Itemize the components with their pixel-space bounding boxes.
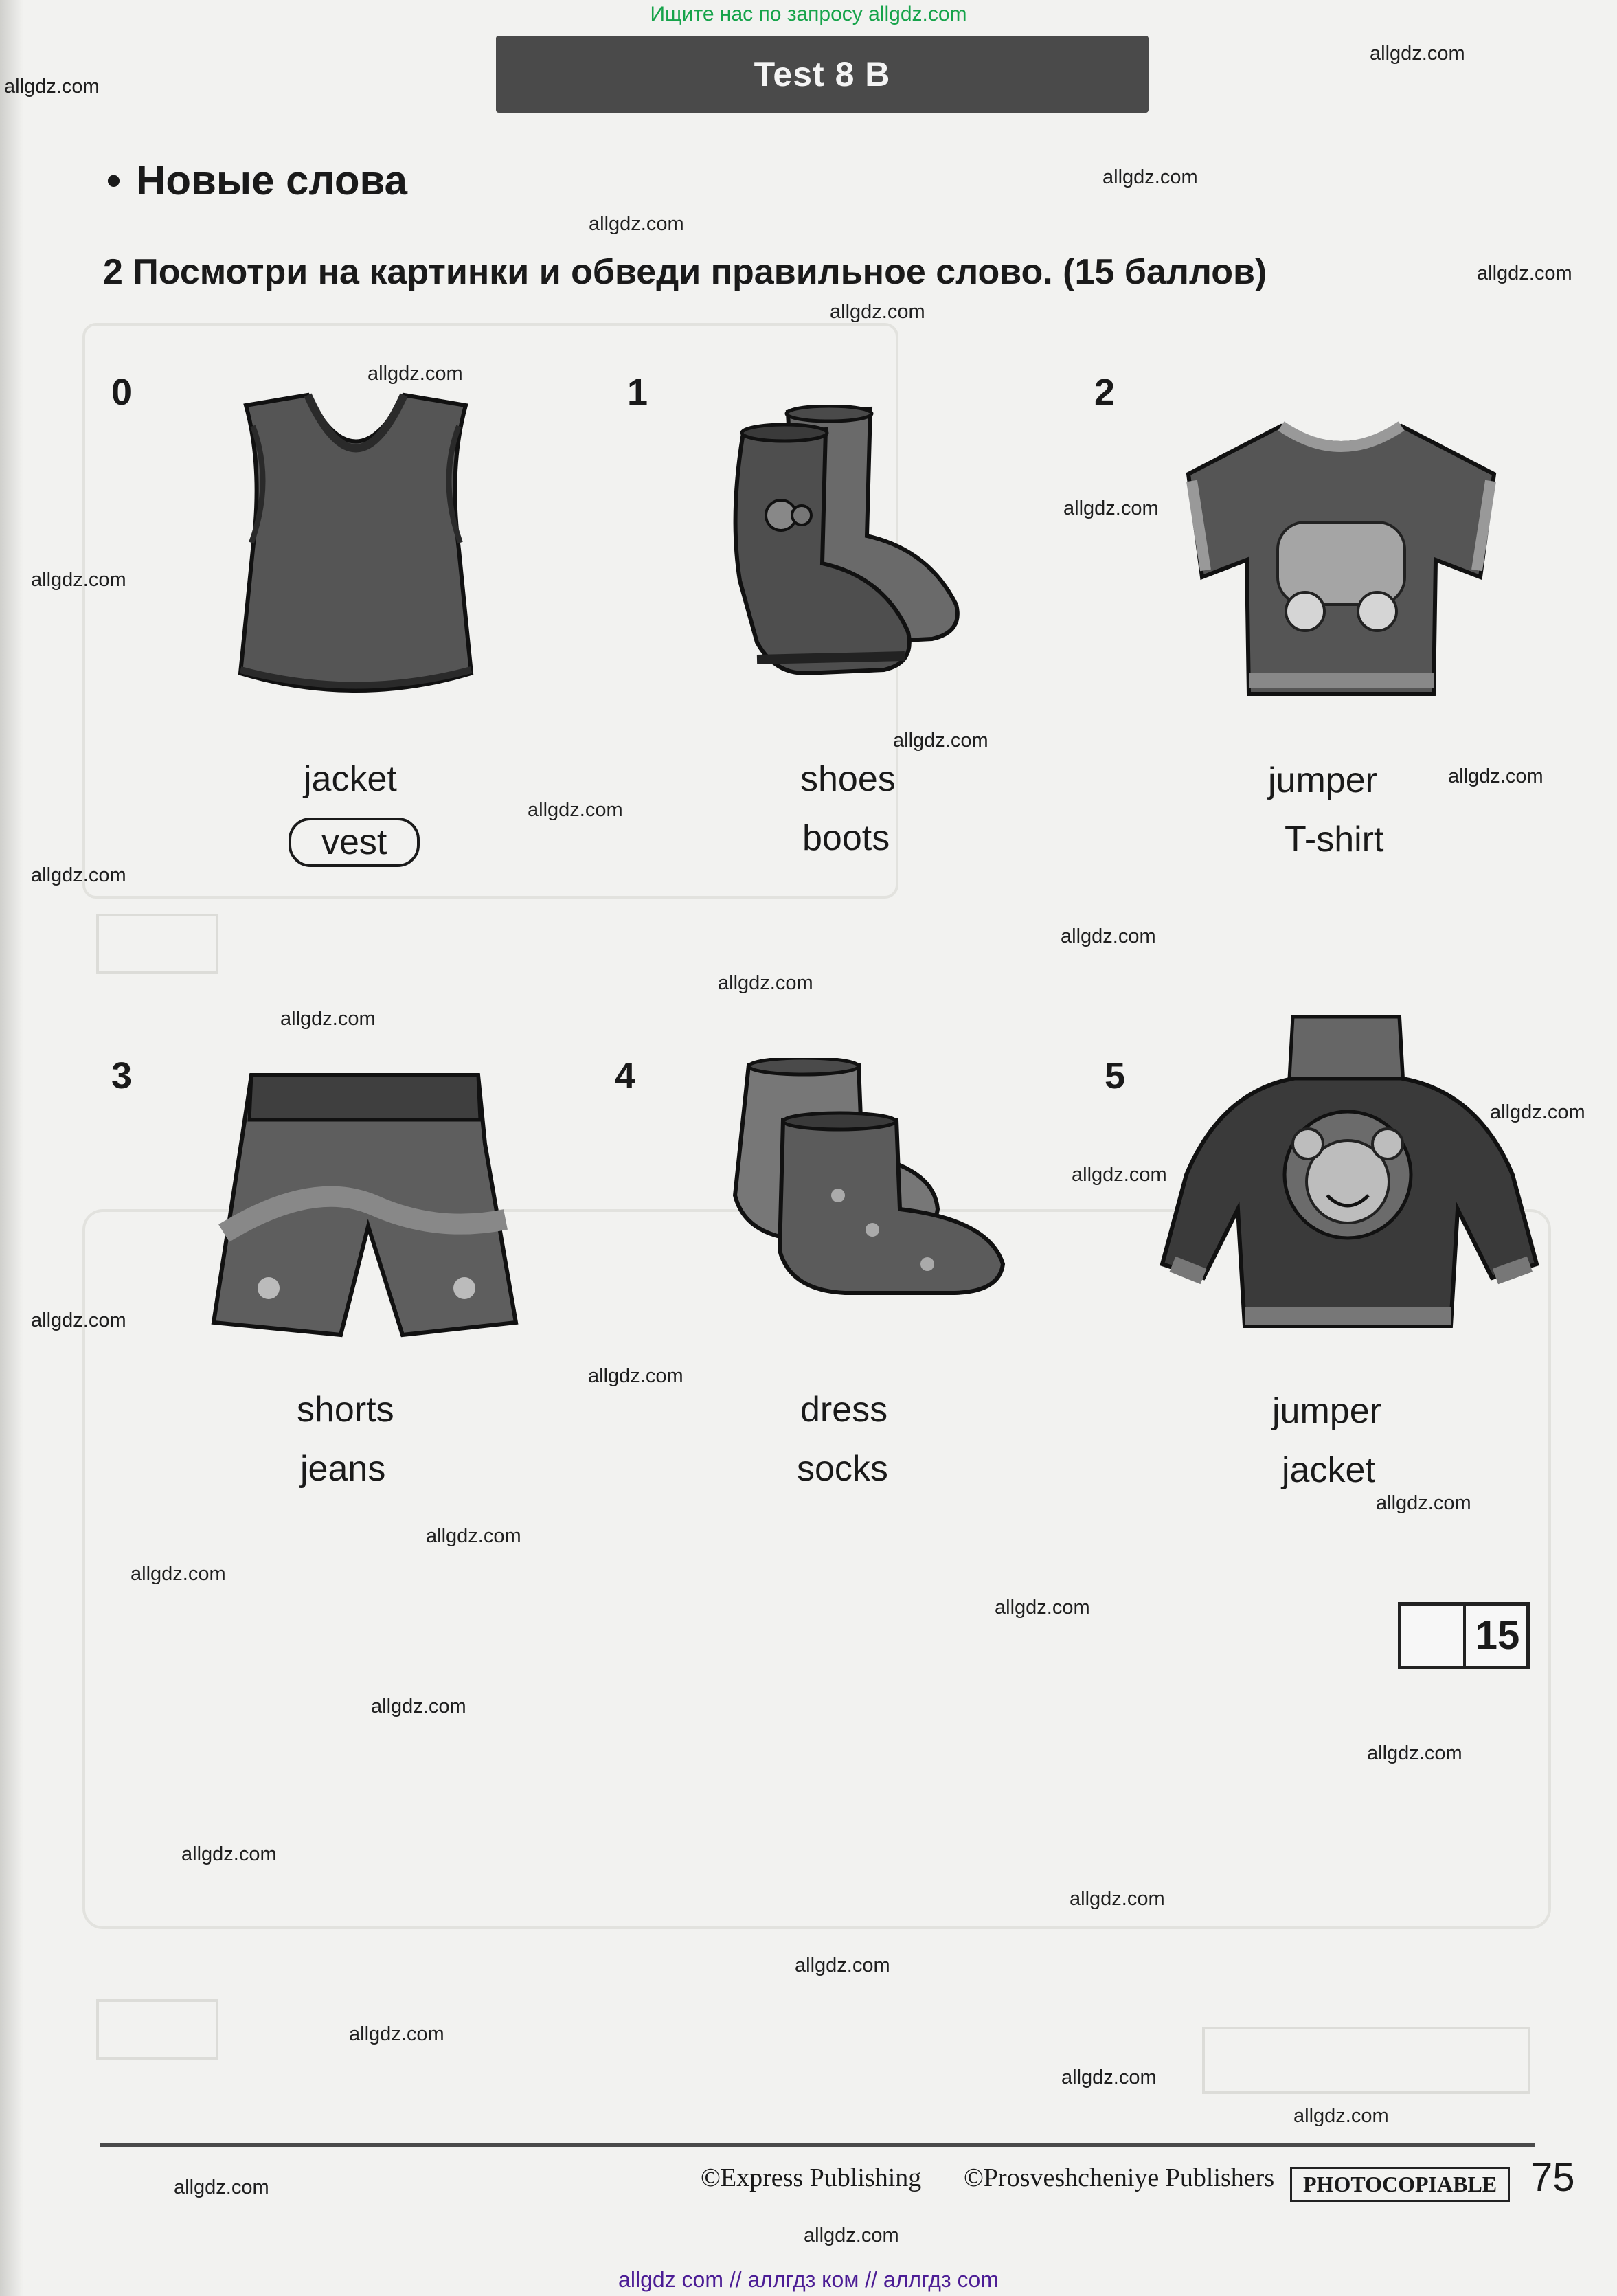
watermark: allgdz.com <box>1490 1101 1585 1123</box>
score-box[interactable] <box>1398 1602 1530 1669</box>
bullet: • <box>106 157 122 203</box>
option-word[interactable]: T-shirt <box>1285 820 1384 859</box>
watermark: allgdz.com <box>1072 1164 1167 1186</box>
watermark: allgdz.com <box>1370 43 1465 65</box>
task-title: 2 Посмотри на картинки и обведи правильное слово. (15 баллов) <box>103 252 1267 292</box>
top-note[interactable]: Ищите нас по запросу allgdz.com <box>650 3 967 25</box>
item-number: 4 <box>615 1055 636 1096</box>
watermark: allgdz.com <box>280 1008 376 1030</box>
option-word[interactable]: dress <box>800 1390 888 1430</box>
watermark: allgdz.com <box>31 1309 126 1331</box>
watermark: allgdz.com <box>371 1696 466 1718</box>
option-word[interactable]: jacket <box>1282 1450 1375 1490</box>
option-word[interactable]: socks <box>797 1449 888 1489</box>
watermark: allgdz.com <box>1376 1492 1471 1514</box>
footer-rule <box>100 2143 1535 2147</box>
boots-icon <box>702 405 977 708</box>
page-number: 75 <box>1530 2155 1575 2200</box>
watermark: allgdz.com <box>31 569 126 591</box>
bottom-links[interactable]: allgdz com // аллгдз ком // аллгдз com <box>618 2267 999 2292</box>
jumper-icon <box>1155 1003 1547 1353</box>
socks-icon <box>708 1058 1037 1298</box>
copyright-prosveshcheniye: ©Prosveshcheniye Publishers <box>964 2163 1275 2192</box>
option-word[interactable]: shorts <box>297 1390 394 1430</box>
option-word[interactable]: shoes <box>800 759 896 799</box>
score-divider <box>1463 1606 1466 1666</box>
watermark: allgdz.com <box>174 2176 269 2198</box>
vest-icon <box>225 385 486 721</box>
watermark: allgdz.com <box>4 76 100 98</box>
watermark: allgdz.com <box>1367 1742 1462 1764</box>
item-number: 3 <box>111 1055 133 1096</box>
section-heading <box>106 157 407 204</box>
watermark: allgdz.com <box>31 864 126 886</box>
option-word-circled[interactable]: vest <box>289 818 420 867</box>
photocopiable-label: PHOTOCOPIABLE <box>1290 2167 1510 2202</box>
copyright-express: ©Express Publishing <box>701 2163 922 2192</box>
item-number: 5 <box>1105 1055 1126 1096</box>
watermark: allgdz.com <box>795 1955 890 1977</box>
item-number: 0 <box>111 372 133 413</box>
watermark: allgdz.com <box>349 2023 444 2045</box>
watermark: allgdz.com <box>1477 262 1572 284</box>
watermark: allgdz.com <box>589 213 684 235</box>
watermark: allgdz.com <box>1448 765 1544 787</box>
watermark: allgdz.com <box>893 730 988 752</box>
watermark: allgdz.com <box>131 1563 226 1585</box>
item-number: 1 <box>627 372 648 413</box>
watermark: allgdz.com <box>528 799 623 821</box>
item-number: 2 <box>1094 372 1116 413</box>
watermark: allgdz.com <box>804 2225 899 2247</box>
option-word[interactable]: jacket <box>304 759 397 799</box>
watermark: allgdz.com <box>1063 497 1159 519</box>
watermark: allgdz.com <box>181 1843 277 1865</box>
watermark: allgdz.com <box>1061 2067 1157 2089</box>
score-max: 15 <box>1475 1613 1520 1658</box>
option-word[interactable]: jumper <box>1272 1391 1381 1431</box>
watermark: allgdz.com <box>426 1525 521 1547</box>
option-word[interactable]: jeans <box>300 1449 386 1489</box>
test-banner <box>496 36 1149 113</box>
option-word[interactable]: boots <box>802 818 890 858</box>
watermark: allgdz.com <box>1102 166 1198 188</box>
section-title: Новые слова <box>136 157 407 203</box>
watermark: allgdz.com <box>830 301 925 323</box>
watermark: allgdz.com <box>995 1597 1090 1619</box>
shorts-icon <box>203 1061 526 1350</box>
watermark: allgdz.com <box>588 1365 683 1387</box>
test-title: Test 8 B <box>754 55 891 93</box>
option-word[interactable]: jumper <box>1268 761 1377 800</box>
t-shirt-icon <box>1178 412 1504 704</box>
watermark: allgdz.com <box>718 972 813 994</box>
watermark: allgdz.com <box>1070 1888 1165 1910</box>
watermark: allgdz.com <box>1061 925 1156 947</box>
watermark: allgdz.com <box>1293 2105 1389 2127</box>
watermark: allgdz.com <box>368 363 463 385</box>
